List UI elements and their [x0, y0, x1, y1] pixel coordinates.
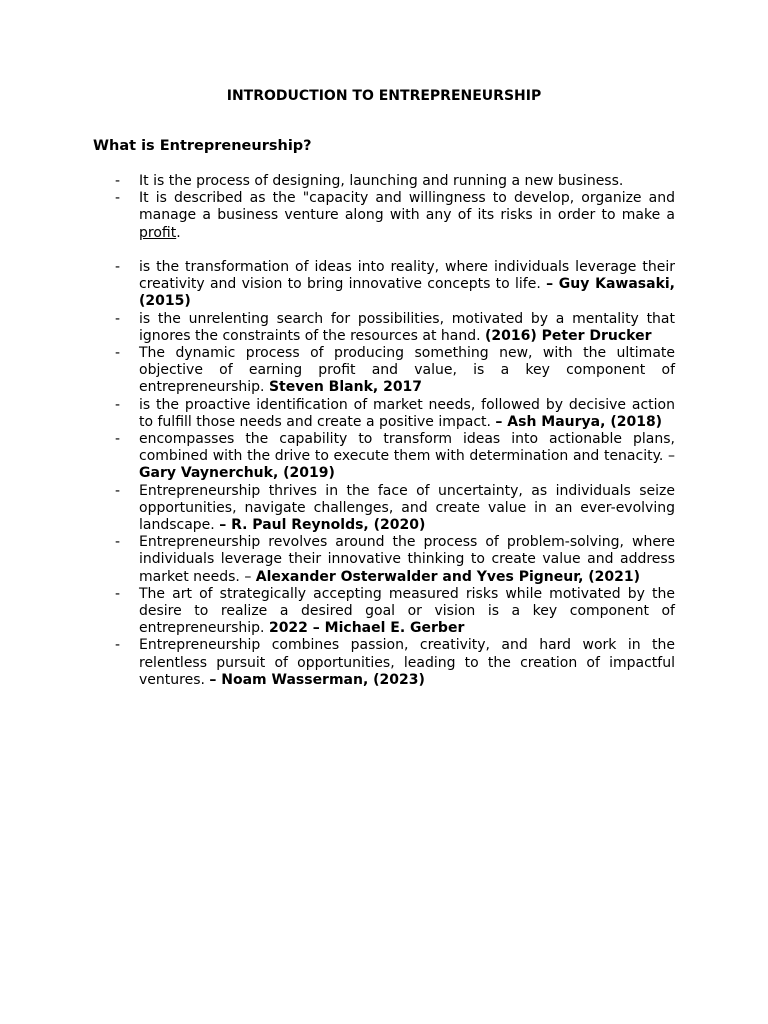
author-citation: Steven Blank, 2017 — [268, 379, 423, 396]
list-item — [115, 345, 675, 397]
bullet-dash: - — [115, 637, 121, 654]
author-citation: 2022 – Michael E. Gerber — [268, 620, 465, 637]
item-text: Entrepreneurship revolves around the process of problem-solving, where individuals leverage their innovative thinking to create value and address market needs. – — [139, 534, 675, 585]
author-citation: – Noam Wasserman, (2023) — [209, 671, 425, 688]
author-citation: Gary Vaynerchuk, (2019) — [139, 465, 335, 482]
section-heading: What is Entrepreneurship? — [93, 138, 312, 154]
profit-link[interactable]: profit — [139, 224, 177, 241]
list-item — [115, 259, 675, 311]
bullet-dash: - — [115, 310, 121, 327]
author-citation: (2016) Peter Drucker — [485, 327, 652, 344]
bullet-dash: - — [115, 173, 121, 189]
item-text: encompasses the capability to transform ideas into actionable plans, combined with the drive to execute them with determination and tenacity. – — [139, 431, 675, 465]
blank-line — [115, 242, 675, 259]
bullet-dash: - — [115, 585, 121, 602]
list-item — [115, 483, 675, 535]
list-item — [115, 397, 675, 431]
bullet-dash: - — [115, 431, 121, 448]
author-citation: – Ash Maurya, (2018) — [495, 413, 663, 430]
item-text-end: . — [176, 224, 181, 241]
item-text: The dynamic process of producing something new, with the ultimate objective of earning profit and value, is a key component of entrepreneurship. — [139, 345, 675, 396]
author-citation: – Guy Kawasaki, (2015) — [139, 276, 675, 310]
list-item — [115, 173, 675, 190]
item-text: It is the process of designing, launching and running a new business. — [139, 173, 624, 189]
bullet-dash: - — [115, 190, 121, 207]
item-text: Entrepreneurship combines passion, creativity, and hard work in the relentless pursuit of opportunities, leading to the creation of impactful ventures. — [139, 637, 675, 688]
list-item — [115, 637, 675, 689]
item-text: is the transformation of ideas into reality, where individuals leverage their creativity and vision to bring innovative concepts to life. — [139, 259, 675, 293]
bullet-dash: - — [115, 482, 121, 499]
list-item — [115, 190, 675, 242]
item-text: It is described as the "capacity and willingness to develop, organize and manage a business venture along with any of its risks in order to make a — [139, 190, 675, 224]
item-text: Entrepreneurship thrives in the face of uncertainty, as individuals seize opportunities, navigate challenges, and create value in an ever-evolving landscape. — [139, 482, 675, 534]
definitions-list — [115, 173, 675, 689]
bullet-dash: - — [115, 259, 121, 275]
author-citation: Alexander Osterwalder and Yves Pigneur, (2021) — [255, 568, 641, 585]
bullet-dash: - — [115, 345, 121, 362]
item-text: The art of strategically accepting measured risks while motivated by the desire to realize a desired goal or vision is a key component of entrepreneurship. — [139, 585, 675, 637]
list-item — [115, 431, 675, 483]
list-item — [115, 586, 675, 638]
item-text: is the proactive identification of market needs, followed by decisive action to fulfill those needs and create a positive impact. — [139, 396, 675, 430]
item-text: is the unrelenting search for possibilities, motivated by a mentality that ignores the constraints of the resources at hand. — [139, 310, 675, 344]
page-title: INTRODUCTION TO ENTREPRENEURSHIP — [226, 88, 542, 104]
list-item — [115, 311, 675, 345]
bullet-dash: - — [115, 534, 121, 551]
bullet-dash: - — [115, 396, 121, 413]
author-citation: – R. Paul Reynolds, (2020) — [219, 517, 426, 534]
list-item — [115, 534, 675, 586]
